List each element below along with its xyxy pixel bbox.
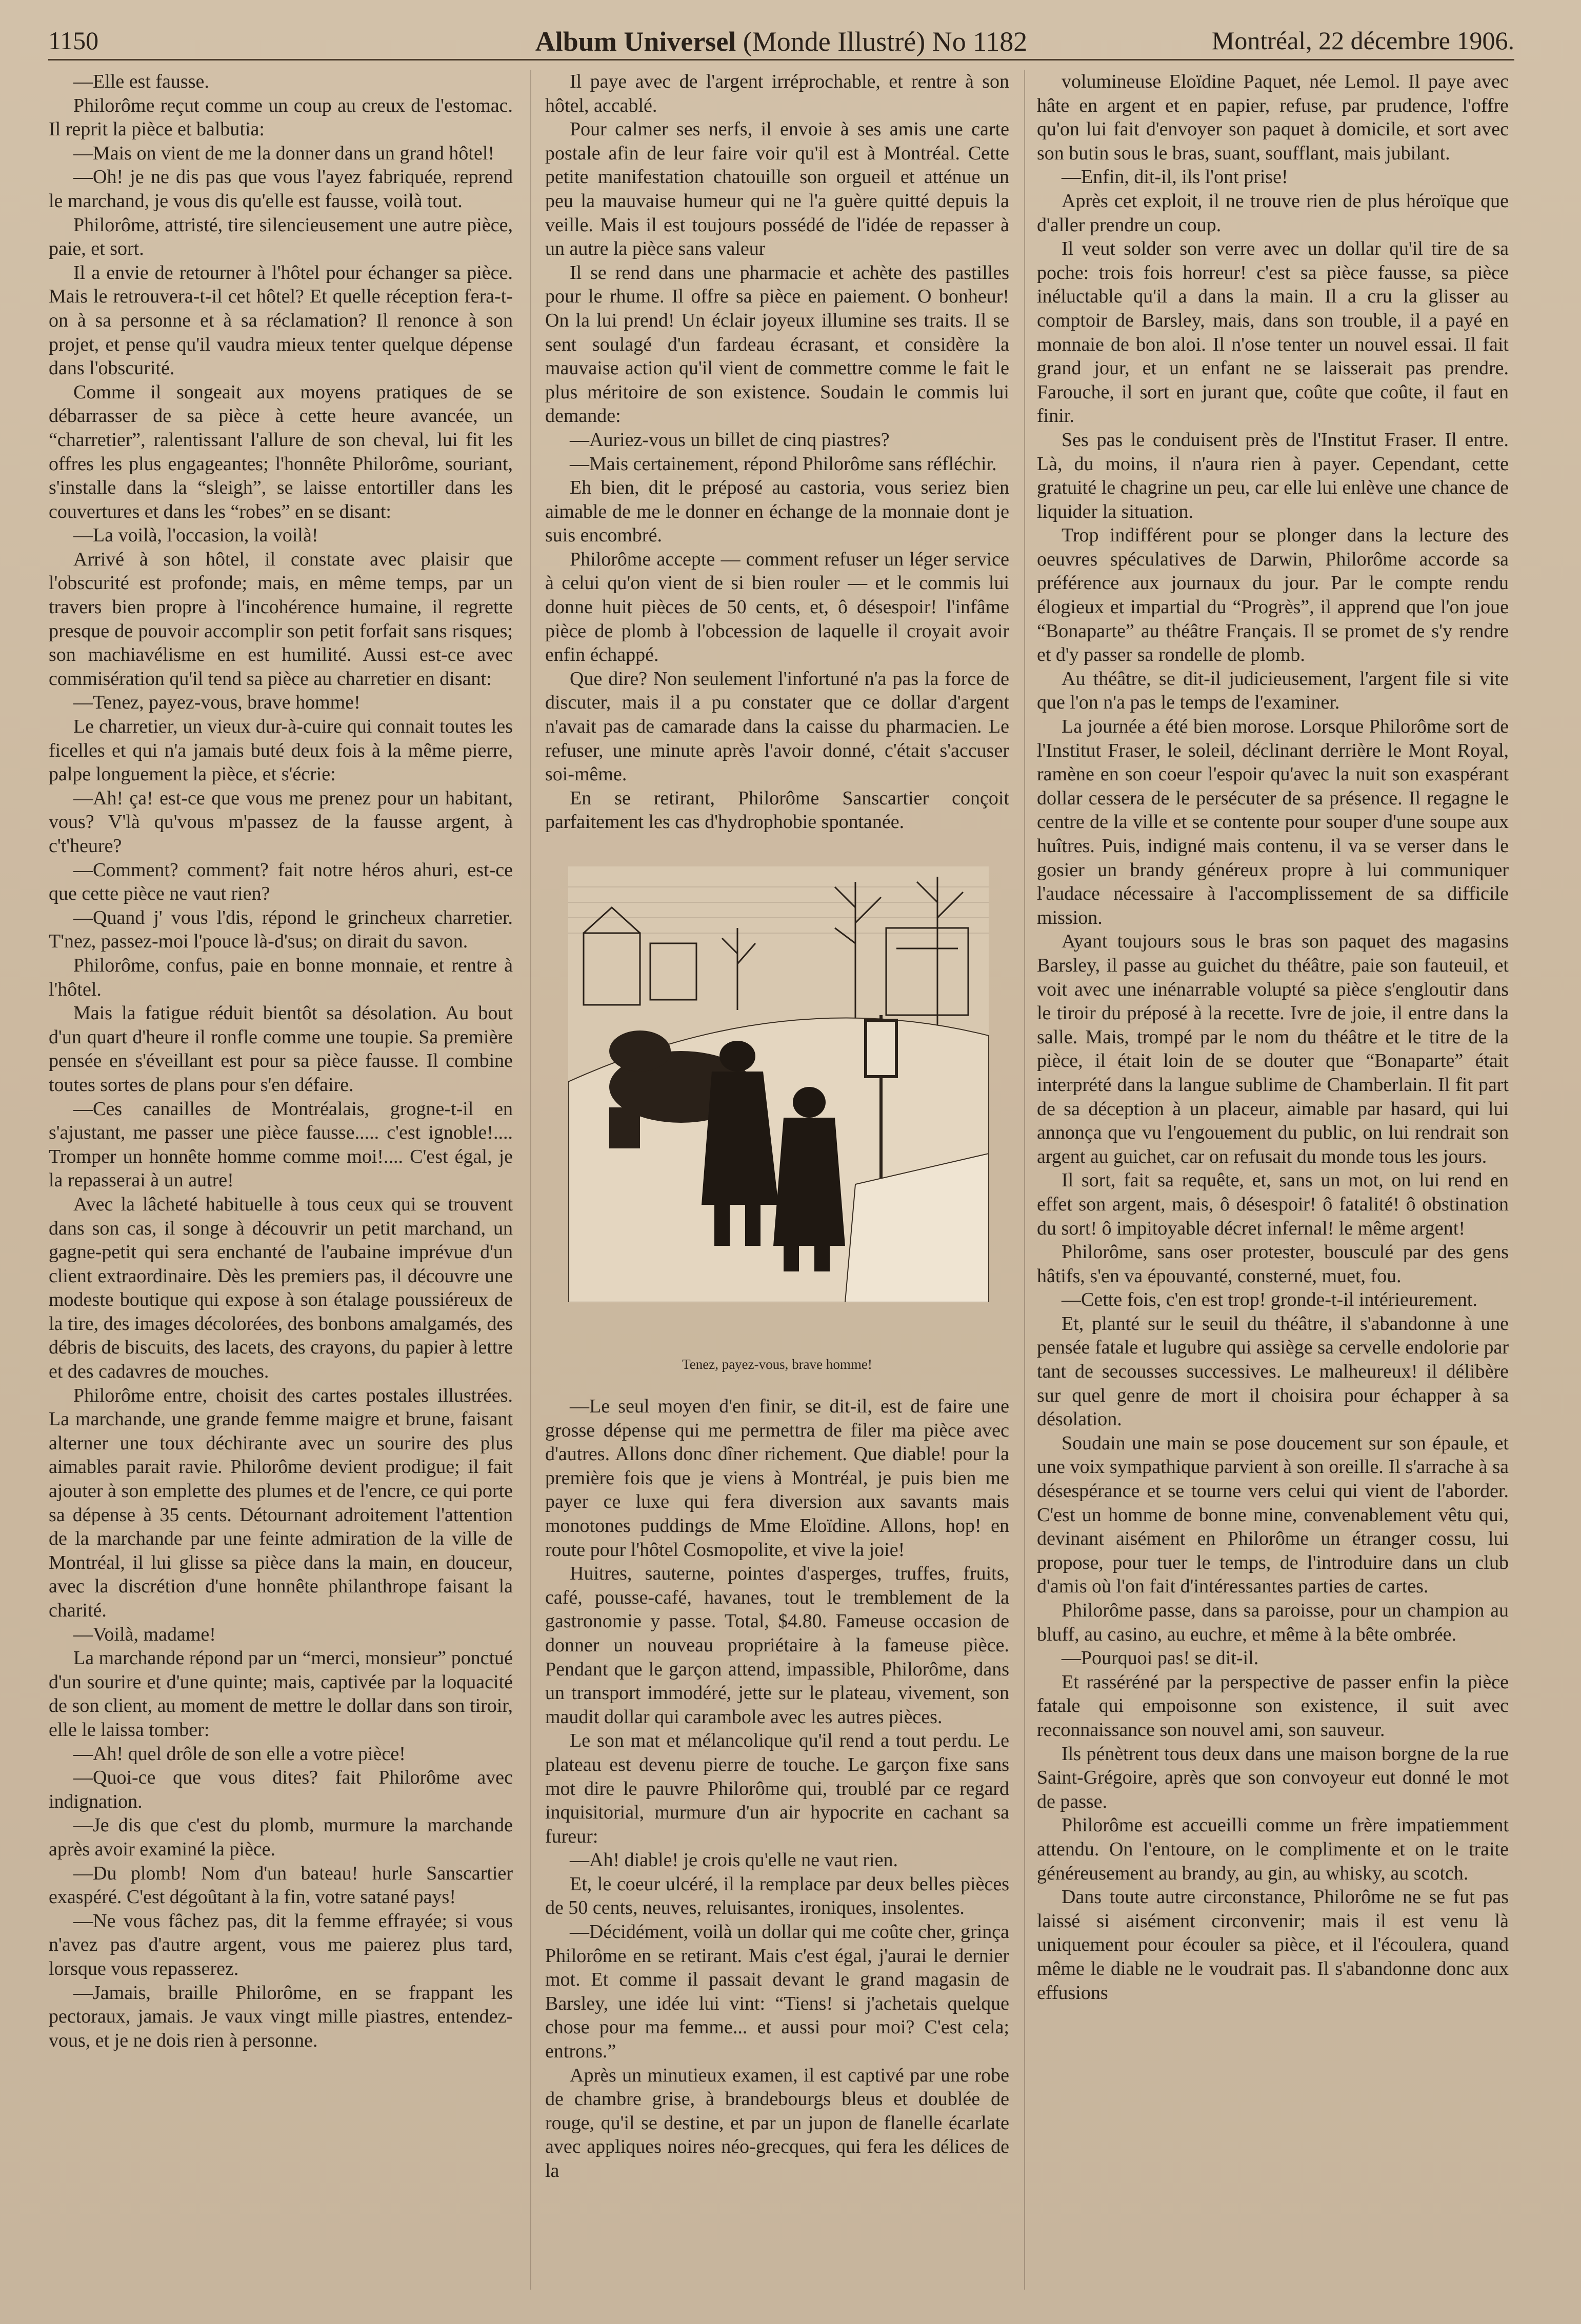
paragraph: —Ah! diable! je crois qu'elle ne vaut rien.	[570, 1849, 898, 1871]
column-divider	[530, 70, 531, 2290]
paragraph: Philorôme, sans oser protester, bousculé par des gens hâtifs, s'en va épouvanté, consterné, muet, fou.	[1037, 1241, 1509, 1287]
paragraph: —Quand j' vous l'dis, répond le grincheux charretier. T'nez, passez-moi l'pouce là-d'sus; on dirait du savon.	[49, 906, 513, 953]
page-number: 1150	[48, 26, 99, 55]
header-rule	[48, 59, 1514, 60]
paragraph: Que dire? Non seulement l'infortuné n'a pas la force de discuter, mais il a pu constater que ce dollar d'argent n'avait pas de camarade dans la caisse du pharmacien. Le refuser, une minute après l'avoir donné, c'était s'accuser soi-même.	[545, 668, 1009, 785]
illustration-caption: Tenez, payez-vous, brave homme!	[682, 1357, 872, 1372]
paragraph: —Ces canailles de Montréalais, grogne-t-il en s'ajustant, me passer une pièce fausse..... c'est ignoble!.... Tromper un honnête homme comme moi!.... C'est égal, je la repasserai à un autre!	[49, 1098, 513, 1191]
illustration	[568, 866, 989, 1323]
text-column-1	[49, 70, 513, 2290]
paragraph: Avec la lâcheté habituelle à tous ceux qui se trouvent dans son cas, il songe à découvrir un petit marchand, un gagne-petit qui sera enchanté de l'aubaine imprévue d'un client extraordinaire. Dès les premiers pas, il découvre une modeste boutique qui expose à son étalage poussiéreux de la tire, des images décolorées, des bonbons amalgamés, des débris de biscuits, des lacets, des crayons, du papier à lettre et des cadavres de mouches.	[49, 1193, 513, 1383]
paragraph: En se retirant, Philorôme Sanscartier conçoit parfaitement les cas d'hydrophobie spontanée.	[545, 787, 1009, 833]
paragraph: Huitres, sauterne, pointes d'asperges, truffes, fruits, café, pousse-café, havanes, tout le tremblement de la gastronomie y passe. Total, $4.80. Fameuse occasion de donner un nouveau propriétaire à la fameuse pièce. Pendant que le garçon attend, impassible, Philorôme, dans un transport immodéré, jette sur le plateau, vivement, son maudit dollar qui carambole avec les autres pièces.	[545, 1563, 1009, 1728]
paragraph: —Ah! quel drôle de son elle a votre pièce!	[73, 1743, 406, 1765]
paragraph: Et, le coeur ulcéré, il la remplace par deux belles pièces de 50 cents, neuves, reluisantes, ironiques, insolentes.	[545, 1873, 1009, 1919]
paragraph: Et, planté sur le seuil du théâtre, il s'abandonne à une pensée fatale et lugubre qui assiège sa cervelle endolorie par tant de secousses successives. Le malheureux! il délibère sur quel genre de mort il choisira pour échapper à sa désolation.	[1037, 1312, 1509, 1430]
paragraph: —Du plomb! Nom d'un bateau! hurle Sanscartier exaspéré. C'est dégoûtant à la fin, votre satané pays!	[49, 1862, 513, 1908]
paragraph: —Cette fois, c'en est trop! gronde-t-il intérieurement.	[1062, 1289, 1477, 1311]
paragraph: —Je dis que c'est du plomb, murmure la marchande après avoir examiné la pièce.	[49, 1814, 513, 1860]
paragraph: —Voilà, madame!	[73, 1623, 216, 1645]
paragraph: Ayant toujours sous le bras son paquet des magasins Barsley, il passe au guichet du théâtre, paie son fauteuil, et voit avec une inénarrable volupté sa pièce s'engloutir dans le tiroir du préposé à la recette. Ivre de joie, il entre dans la salle. Mais, trompé par le nom du théâtre et le titre de la pièce, il était loin de se douter que “Bonaparte” était interprété dans la langue sublime de Chamberlain. Il fit part de sa déception à un placeur, aimable par hasard, qui lui annonça que vu l'engouement du public, on lui rendrait son argent au guichet, car on refusait du monde tous les jours.	[1037, 931, 1509, 1167]
paragraph: —Pourquoi pas! se dit-il.	[1062, 1647, 1259, 1669]
paragraph: —La voilà, l'occasion, la voilà!	[73, 524, 318, 547]
paragraph: Ils pénètrent tous deux dans une maison borgne de la rue Saint-Grégoire, après que son convoyeur eut donné le mot de passe.	[1037, 1743, 1509, 1812]
paragraph: Eh bien, dit le préposé au castoria, vous seriez bien aimable de me le donner en échange de la monnaie dont je suis encombré.	[545, 477, 1009, 547]
illustration-drawing	[568, 866, 989, 1302]
paragraph: La journée a été bien morose. Lorsque Philorôme sort de l'Institut Fraser, le soleil, déclinant derrière le Mont Royal, ramène en son coeur l'espoir qu'avec la nuit son exaspérant dollar cessera de le persécuter de sa présence. Il regagne le centre de la ville et se contente pour souper d'une soupe aux huîtres. Puis, indigné mais contenu, il va se verser dans le gosier un brandy généreux propre à lui communiquer l'audace nécessaire à l'accomplissement de sa difficile mission.	[1037, 716, 1509, 928]
paragraph: —Enfin, dit-il, ils l'ont prise!	[1062, 166, 1288, 188]
paragraph: Philorôme accepte — comment refuser un léger service à celui qu'on vient de si bien rouler — et le commis lui donne huit pièces de 50 cents, et, ô désespoir! l'infâme pièce de plomb à l'obcession de laquelle il croyait avoir enfin échappé.	[545, 548, 1009, 666]
paragraph: Le son mat et mélancolique qu'il rend a tout perdu. Le plateau est devenu pierre de touche. Le garçon fixe sans mot dire le pauvre Philorôme qui, troublé par ce regard inquisitorial, murmure d'un air hypocrite en cachant sa fureur:	[545, 1730, 1009, 1847]
paragraph: Comme il songeait aux moyens pratiques de se débarrasser de sa pièce à cette heure avancée, un “charretier”, ralentissant l'allure de son cheval, lui fit les offres les plus engageantes; l'honnête Philorôme, souriant, s'installe dans la “sleigh”, se laisse entortiller dans les couvertures et dans les “robes” en se disant:	[49, 381, 513, 522]
paragraph: volumineuse Eloïdine Paquet, née Lemol. Il paye avec hâte en argent et en papier, refuse, par prudence, l'offre qu'on lui fait d'envoyer son paquet à domicile, et sort avec son butin sous le bras, suant, soufflant, mais jubilant.	[1037, 71, 1509, 164]
paragraph: Ses pas le conduisent près de l'Institut Fraser. Il entre. Là, du moins, il n'aura rien à payer. Cependant, cette gratuité le chagrine un peu, car elle lui enlève une chance de liquider la situation.	[1037, 429, 1509, 522]
paragraph: —Le seul moyen d'en finir, se dit-il, est de faire une grosse dépense qui me permettra de filer ma pièce avec d'autres. Allons donc dîner richement. Que diable! pour la première fois que je viens à Montréal, je puis bien me payer ce luxe qui fera diversion aux savants mais monotones puddings de Mme Eloïdine. Allons, hop! en route pour l'hôtel Cosmopolite, et vive la joie!	[545, 1396, 1009, 1561]
paragraph: Philorôme est accueilli comme un frère impatiemment attendu. On l'entoure, on le complimente et on le traite généreusement au brandy, au gin, au whisky, au scotch.	[1037, 1814, 1509, 1884]
paragraph: Le charretier, un vieux dur-à-cuire qui connait toutes les ficelles et qui n'a jamais buté deux fois à la même pierre, palpe longuement la pièce, et s'écrie:	[49, 716, 513, 785]
paragraph: Arrivé à son hôtel, il constate avec plaisir que l'obscurité est profonde; mais, en même temps, par un travers bien propre à l'incohérence humaine, il regrette presque de pouvoir accomplir son petit forfait sans risques; son machiavélisme en est humilité. Aussi est-ce avec commisération qu'il tend sa pièce au charretier en disant:	[49, 548, 513, 690]
paragraph: Philorôme reçut comme un coup au creux de l'estomac. Il reprit la pièce et balbutia:	[49, 94, 513, 140]
page-header	[48, 21, 1514, 58]
paragraph: La marchande répond par un “merci, monsieur” ponctué d'un sourire et d'une quinte; mais, captivée par la loquacité de son client, au moment de mettre le dollar dans son tiroir, elle le laissa tomber:	[49, 1647, 513, 1741]
paragraph: Il a envie de retourner à l'hôtel pour échanger sa pièce. Mais le retrouvera-t-il cet hôtel? Et quelle réception fera-t-on à sa personne et à sa réclamation? Il renonce à son projet, et pense qu'il vaudra mieux tenter quelque dépense dans l'obscurité.	[49, 261, 513, 379]
paragraph: Il paye avec de l'argent irréprochable, et rentre à son hôtel, accablé.	[545, 71, 1009, 116]
paragraph: Il sort, fait sa requête, et, sans un mot, on lui rend en effet son argent, mais, ô désespoir! ô fatalité! ô obstination du sort! ô impitoyable décret infernal! le même argent!	[1037, 1169, 1509, 1239]
paragraph: —Décidément, voilà un dollar qui me coûte cher, grinça Philorôme en se retirant. Mais c'est égal, j'aurai le dernier mot. Et comme il passait devant le grand magasin de Barsley, une idée lui vint: “Tiens! si j'achetais quelque chose pour ma femme... et aussi pour moi? C'est cela; entrons.”	[545, 1921, 1009, 2063]
paragraph: —Mais on vient de me la donner dans un grand hôtel!	[73, 142, 495, 164]
paragraph: Philorôme entre, choisit des cartes postales illustrées. La marchande, une grande femme maigre et brune, faisant alterner une toux déchirante avec un sourire des plus aimables parait ravie. Philorôme devient prodigue; il fait ajouter à son emplette des plumes et de l'encre, ce qui porte sa dépense à 35 cents. Détournant adroitement l'attention de la marchande par une feinte admiration de la ville de Montréal, il lui glisse sa pièce dans la main, en douceur, avec la discrétion d'une honnête philanthrope faisant la charité.	[49, 1384, 513, 1621]
paragraph: —Tenez, payez-vous, brave homme!	[73, 692, 361, 714]
issue-date: Montréal, 22 décembre 1906.	[1211, 26, 1514, 55]
paragraph: —Mais certainement, répond Philorôme sans réfléchir.	[570, 453, 997, 475]
paragraph: Philorôme passe, dans sa paroisse, pour un champion au bluff, au casino, au euchre, et même à la bête ombrée.	[1037, 1600, 1509, 1645]
paragraph: —Ah! ça! est-ce que vous me prenez pour un habitant, vous? V'là qu'vous m'passez de la fausse argent, à c't'heure?	[49, 787, 513, 857]
paragraph: —Comment? comment? fait notre héros ahuri, est-ce que cette pièce ne vaut rien?	[49, 859, 513, 905]
paragraph: —Auriez-vous un billet de cinq piastres?	[570, 429, 890, 451]
paragraph: Mais la fatigue réduit bientôt sa désolation. Au bout d'un quart d'heure il ronfle comme une toupie. Sa première pensée en s'éveillant est pour sa pièce fausse. Il combine toutes sortes de plans pour s'en défaire.	[49, 1002, 513, 1096]
text-column-3	[1037, 70, 1509, 2290]
paragraph: Il se rend dans une pharmacie et achète des pastilles pour le rhume. Il offre sa pièce en paiement. O bonheur! On la lui prend! Un éclair joyeux illumine ses traits. Il se sent soulagé d'un fardeau écrasant, et considère la mauvaise action qu'il vient de commettre comme le fait le plus méritoire de son existence. Soudain le commis lui demande:	[545, 261, 1009, 427]
paragraph: Dans toute autre circonstance, Philorôme ne se fut pas laissé si aisément circonvenir; mais il est venu là uniquement pour écouler sa pièce, et il l'écoulera, quand même le diable ne le voudrait pas. Il s'abandonne donc aux effusions	[1037, 1886, 1509, 2004]
text-column-2-top	[545, 70, 1009, 870]
text-column-2-bottom	[545, 1395, 1009, 2287]
publication-title: Album Universel	[535, 26, 736, 57]
paragraph: Philorôme, attristé, tire silencieusement une autre pièce, paie, et sort.	[49, 214, 513, 260]
issue-number: No 1182	[932, 26, 1028, 57]
column-divider	[1024, 70, 1025, 2290]
publication-subtitle: (Monde Illustré)	[743, 26, 926, 57]
paragraph: Soudain une main se pose doucement sur son épaule, et une voix sympathique parvient à son oreille. Il s'arrache à sa désespérance et se tourne vers celui qui vient de l'aborder. C'est un homme de bonne mine, convenablement vêtu qui, devinant aisément en Philorôme un étranger cossu, lui propose, pour tuer le temps, de l'introduire dans un club d'amis où l'on fait d'intéressantes parties de cartes.	[1037, 1432, 1509, 1598]
paragraph: Après cet exploit, il ne trouve rien de plus héroïque que d'aller prendre un coup.	[1037, 190, 1509, 236]
paragraph: —Jamais, braille Philorôme, en se frappant les pectoraux, jamais. Je vaux vingt mille piastres, entendez-vous, et je ne dois rien à personne.	[49, 1982, 513, 2051]
paragraph: —Quoi-ce que vous dites? fait Philorôme avec indignation.	[49, 1767, 513, 1812]
paragraph: —Elle est fausse.	[73, 71, 209, 92]
paragraph: Trop indifférent pour se plonger dans la lecture des oeuvres spéculatives de Darwin, Philorôme accorde sa préférence aux journaux du jour. Par le compte rendu élogieux et impartial du “Progrès”, il apprend que l'on joue “Bonaparte” au théâtre Français. Il se promet de s'y rendre et d'y passer sa rondelle de plomb.	[1037, 524, 1509, 666]
paragraph: Au théâtre, se dit-il judicieusement, l'argent file si vite que l'on n'a pas le temps de l'examiner.	[1037, 668, 1509, 714]
paragraph: Et rasséréné par la perspective de passer enfin la pièce fatale qui empoisonne son existence, il suit avec reconnaissance son nouvel ami, son sauveur.	[1037, 1671, 1509, 1741]
paragraph: Philorôme, confus, paie en bonne monnaie, et rentre à l'hôtel.	[49, 954, 513, 1000]
paragraph: —Oh! je ne dis pas que vous l'ayez fabriquée, reprend le marchand, je vous dis qu'elle est fausse, voilà tout.	[49, 166, 513, 212]
paragraph: Pour calmer ses nerfs, il envoie à ses amis une carte postale afin de leur faire voir qu'il est à Montréal. Cette petite manifestation chatouille son orgueil et atténue un peu la mauvaise humeur qui ne l'a guère quitté depuis la veille. Mais il est toujours possédé de l'idée de repasser à un autre la pièce sans valeur	[545, 118, 1009, 260]
paragraph: Il veut solder son verre avec un dollar qu'il tire de sa poche: trois fois horreur! c'est sa pièce fausse, sa pièce inéluctable qu'il a dans la main. Il a cru la glisser au comptoir de Barsley, mais, dans son trouble, il a payé en monnaie de bon aloi. Il n'ose tenter un nouvel essai. Il fait grand jour, et un enfant ne se laisserait pas prendre. Farouche, il sort en jurant que, coûte que coûte, il faut en finir.	[1037, 238, 1509, 427]
paragraph: —Ne vous fâchez pas, dit la femme effrayée; si vous n'avez pas d'autre argent, vous me paierez plus tard, lorsque vous repasserez.	[49, 1910, 513, 1979]
paragraph: Après un minutieux examen, il est captivé par une robe de chambre grise, à brandebourgs bleus et doublée de rouge, qu'il se destine, et par un jupon de flanelle écarlate avec appliques noires néo-grecques, qui fera les délices de la	[545, 2064, 1009, 2181]
